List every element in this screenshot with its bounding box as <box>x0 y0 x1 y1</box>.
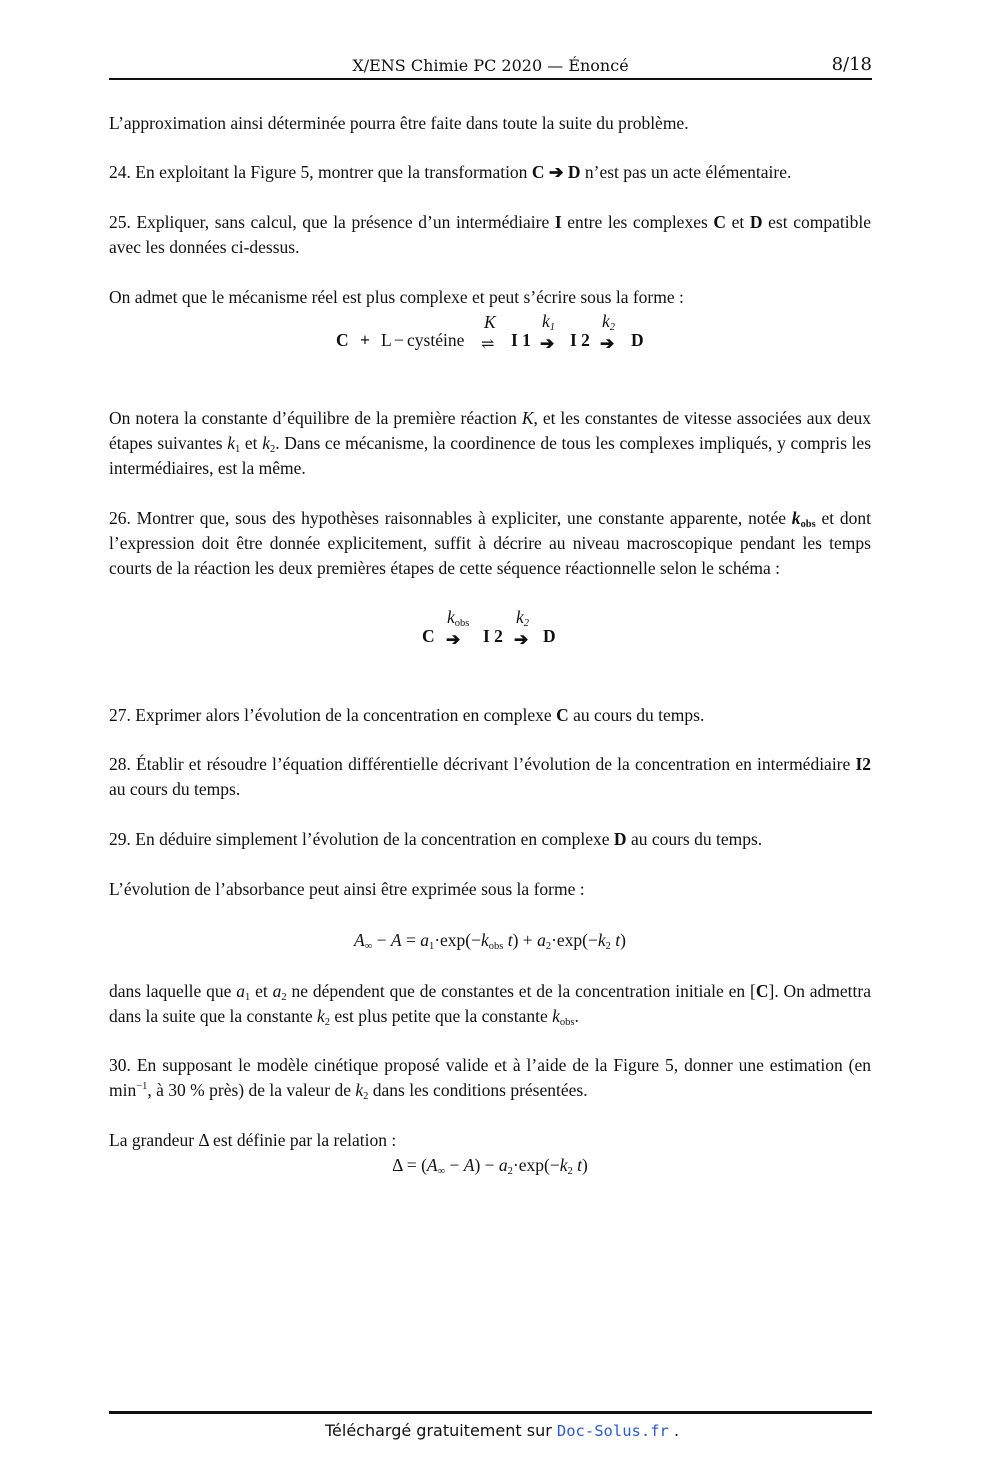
scheme-cysteine: cystéine <box>407 330 465 350</box>
scheme2-i2: I 2 <box>483 626 503 646</box>
footer-text: Téléchargé gratuitement sur <box>324 1421 557 1440</box>
equation-absorbance: $A_\infty - A = a_1\cdot\exp(-k_{obs}$ $t) + a_2\cdot\exp(-k_2$ t) <box>354 930 626 952</box>
mechanism-scheme <box>330 310 670 370</box>
question-30: 30. En supposant le modèle cinétique proposé valide et à l’aide de la Figure 5, donner une estimation (en $\min^{-1}$, à 30 % près) de la valeur de $k_2$ dans les conditions présentées. <box>109 1055 871 1102</box>
question-25: 25. Expliquer, sans calcul, que la présence d’un intermédiaire I entre les complexes C et D est compatible avec les données ci-dessus. <box>109 212 871 257</box>
question-27: 27. Exprimer alors l’évolution de la concentration en complexe C au cours du temps. <box>109 705 705 725</box>
doc-solus-link[interactable]: Doc-Solus.fr <box>556 1422 669 1440</box>
scheme-reactant-c: C <box>336 330 349 350</box>
scheme-plus: + <box>360 330 370 350</box>
scheme-i1: I 1 <box>511 330 531 350</box>
paragraph-delta: La grandeur Δ est définie par la relation : <box>109 1130 397 1150</box>
page-header <box>109 54 872 78</box>
paragraph-constants: On notera la constante d’équilibre de la première réaction K, et les constantes de vitesse associées aux deux étapes suivantes $k_1$ et $k_2$. Dans ce mécanisme, la coordinence de tous les complexes impliqués, y compris les intermédiaires, est la même. <box>109 408 872 478</box>
scheme2-arrow-2: ➔ <box>514 630 529 649</box>
question-24: 24. En exploitant la Figure 5, montrer que la transformation C ➔ D n’est pas un acte élémentaire. <box>109 162 792 182</box>
scheme-arrow-1: ➔ <box>540 334 555 353</box>
scheme2-arrow-1: ➔ <box>446 630 461 649</box>
scheme-k1: $k_1$ <box>542 311 556 333</box>
scheme2-kobs: $k_{obs}$ <box>447 607 470 629</box>
scheme-product-d: D <box>631 330 644 350</box>
page-number: 8/18 <box>831 54 872 75</box>
header-rule <box>109 78 872 80</box>
paragraph-mechanism: On admet que le mécanisme réel est plus complexe et peut s’écrire sous la forme : <box>109 287 684 307</box>
equation-delta: $\Delta = (A_\infty - A) - a_2\cdot\exp(-k_2$ t) <box>392 1155 588 1177</box>
scheme2-d: D <box>543 626 556 646</box>
question-29: 29. En déduire simplement l’évolution de la concentration en complexe D au cours du temps. <box>109 829 763 849</box>
scheme-i2: I 2 <box>570 330 590 350</box>
paragraph-dans-laquelle: dans laquelle que $a_1$ et $a_2$ ne dépendent que de constantes et de la concentration initiale en [C]. On admettra dans la suite que la constante $k_2$ est plus petite que la constante $k_{obs}$. <box>109 981 872 1028</box>
footer-rule <box>109 1411 872 1414</box>
scheme-k-eq: K <box>484 312 496 332</box>
simplified-scheme <box>415 606 575 666</box>
equilibrium-arrow: ⇌ <box>481 336 495 353</box>
page-footer: Téléchargé gratuitement sur Doc-Solus.fr . <box>324 1421 680 1440</box>
header-title: X/ENS Chimie PC 2020 — Énoncé <box>352 56 629 75</box>
scheme-reactant-l: L <box>381 330 392 350</box>
scheme-k2: $k_2$ <box>602 311 616 333</box>
paragraph-approximation: L’approximation ainsi déterminée pourra être faite dans toute la suite du problème. <box>109 113 689 133</box>
question-26: 26. Montrer que, sous des hypothèses raisonnables à expliciter, une constante apparente, notée $k_{obs}$ et dont l’expression doit être donnée explicitement, suffit à décrire au niveau macroscopique pendant les temps courts de la réaction les deux premières étapes de cette séquence réactionnelle selon le schéma : <box>109 508 871 578</box>
scheme2-k2: $k_2$ <box>516 607 530 629</box>
scheme-dash: − <box>394 330 404 350</box>
paragraph-absorbance: L’évolution de l’absorbance peut ainsi être exprimée sous la forme : <box>109 879 585 899</box>
question-28: 28. Établir et résoudre l’équation différentielle décrivant l’évolution de la concentration en intermédiaire I2 au cours du temps. <box>109 754 871 799</box>
scheme2-c: C <box>422 626 435 646</box>
scheme-arrow-2: ➔ <box>600 334 615 353</box>
